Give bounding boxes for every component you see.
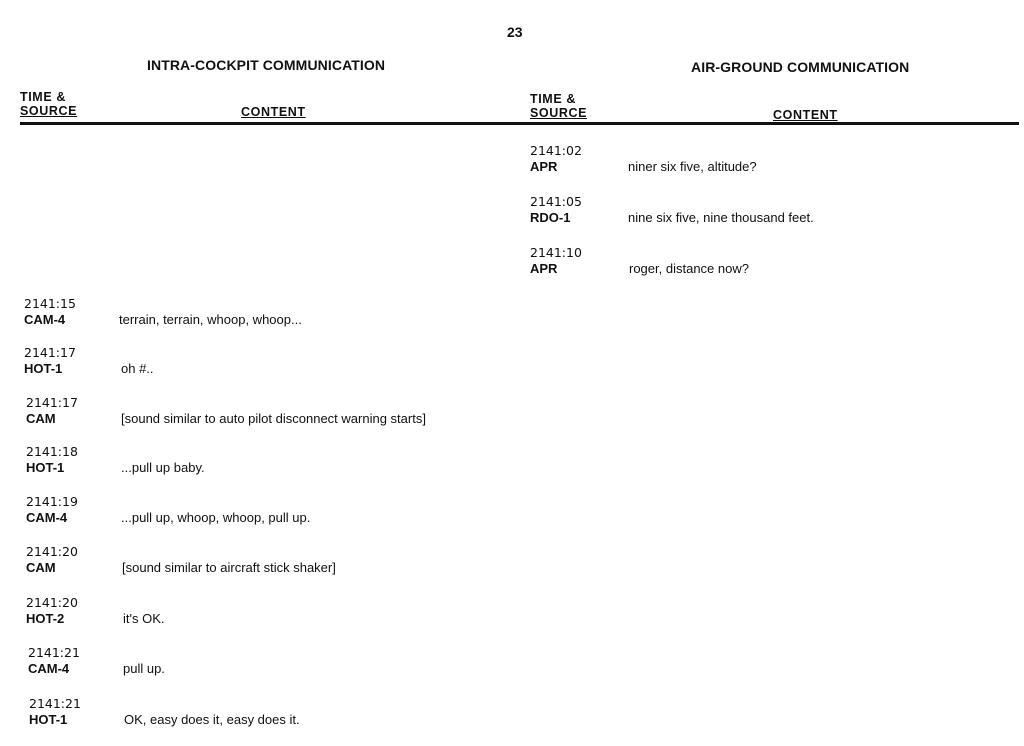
source-header-label: SOURCE [20, 104, 78, 118]
entry-source: CAM-4 [28, 661, 70, 676]
intra-cockpit-content-header: CONTENT [241, 105, 306, 119]
entry-content: niner six five, altitude? [628, 159, 757, 174]
entry-time: 2141:15 [24, 296, 76, 311]
air-ground-title: AIR-GROUND COMMUNICATION [691, 59, 910, 75]
entry-time: 2141:19 [26, 494, 78, 509]
entry-source: RDO-1 [530, 210, 571, 225]
source-header-label: SOURCE [530, 106, 588, 120]
time-header-label: TIME & [530, 92, 576, 106]
entry-time: 2141:20 [26, 595, 78, 610]
entry-source: HOT-1 [24, 361, 63, 376]
entry-time: 2141:18 [26, 444, 78, 459]
entry-source: HOT-1 [26, 460, 65, 475]
entry-time: 2141:21 [29, 696, 81, 711]
entry-time: 2141:17 [24, 345, 76, 360]
entry-content: terrain, terrain, whoop, whoop... [119, 312, 302, 327]
entry-source: APR [530, 159, 558, 174]
entry-time: 2141:10 [530, 245, 582, 260]
entry-content: [sound similar to aircraft stick shaker] [122, 560, 336, 575]
air-ground-content-header: CONTENT [773, 108, 838, 122]
entry-source: HOT-1 [29, 712, 68, 727]
entry-content: nine six five, nine thousand feet. [628, 210, 814, 225]
entry-content: [sound similar to auto pilot disconnect warning starts] [121, 411, 426, 426]
header-divider-rule [20, 122, 1019, 125]
entry-time: 2141:21 [28, 645, 80, 660]
entry-source: CAM [26, 560, 56, 575]
entry-time: 2141:20 [26, 544, 78, 559]
entry-content: OK, easy does it, easy does it. [124, 712, 300, 727]
air-ground-time-source-header [530, 92, 587, 120]
time-header-label: TIME & [20, 90, 66, 104]
entry-content: roger, distance now? [629, 261, 749, 276]
entry-content: pull up. [123, 661, 165, 676]
entry-source: HOT-2 [26, 611, 65, 626]
intra-cockpit-title: INTRA-COCKPIT COMMUNICATION [147, 57, 386, 73]
entry-content: ...pull up baby. [121, 460, 205, 475]
entry-source: APR [530, 261, 558, 276]
entry-time: 2141:05 [530, 194, 582, 209]
page-number: 23 [507, 24, 523, 40]
entry-content: oh #.. [121, 361, 154, 376]
entry-time: 2141:02 [530, 143, 582, 158]
entry-source: CAM-4 [24, 312, 66, 327]
entry-content: ...pull up, whoop, whoop, pull up. [121, 510, 311, 525]
entry-source: CAM [26, 411, 56, 426]
intra-cockpit-time-source-header [20, 90, 77, 118]
entry-time: 2141:17 [26, 395, 78, 410]
entry-source: CAM-4 [26, 510, 68, 525]
entry-content: it's OK. [123, 611, 165, 626]
